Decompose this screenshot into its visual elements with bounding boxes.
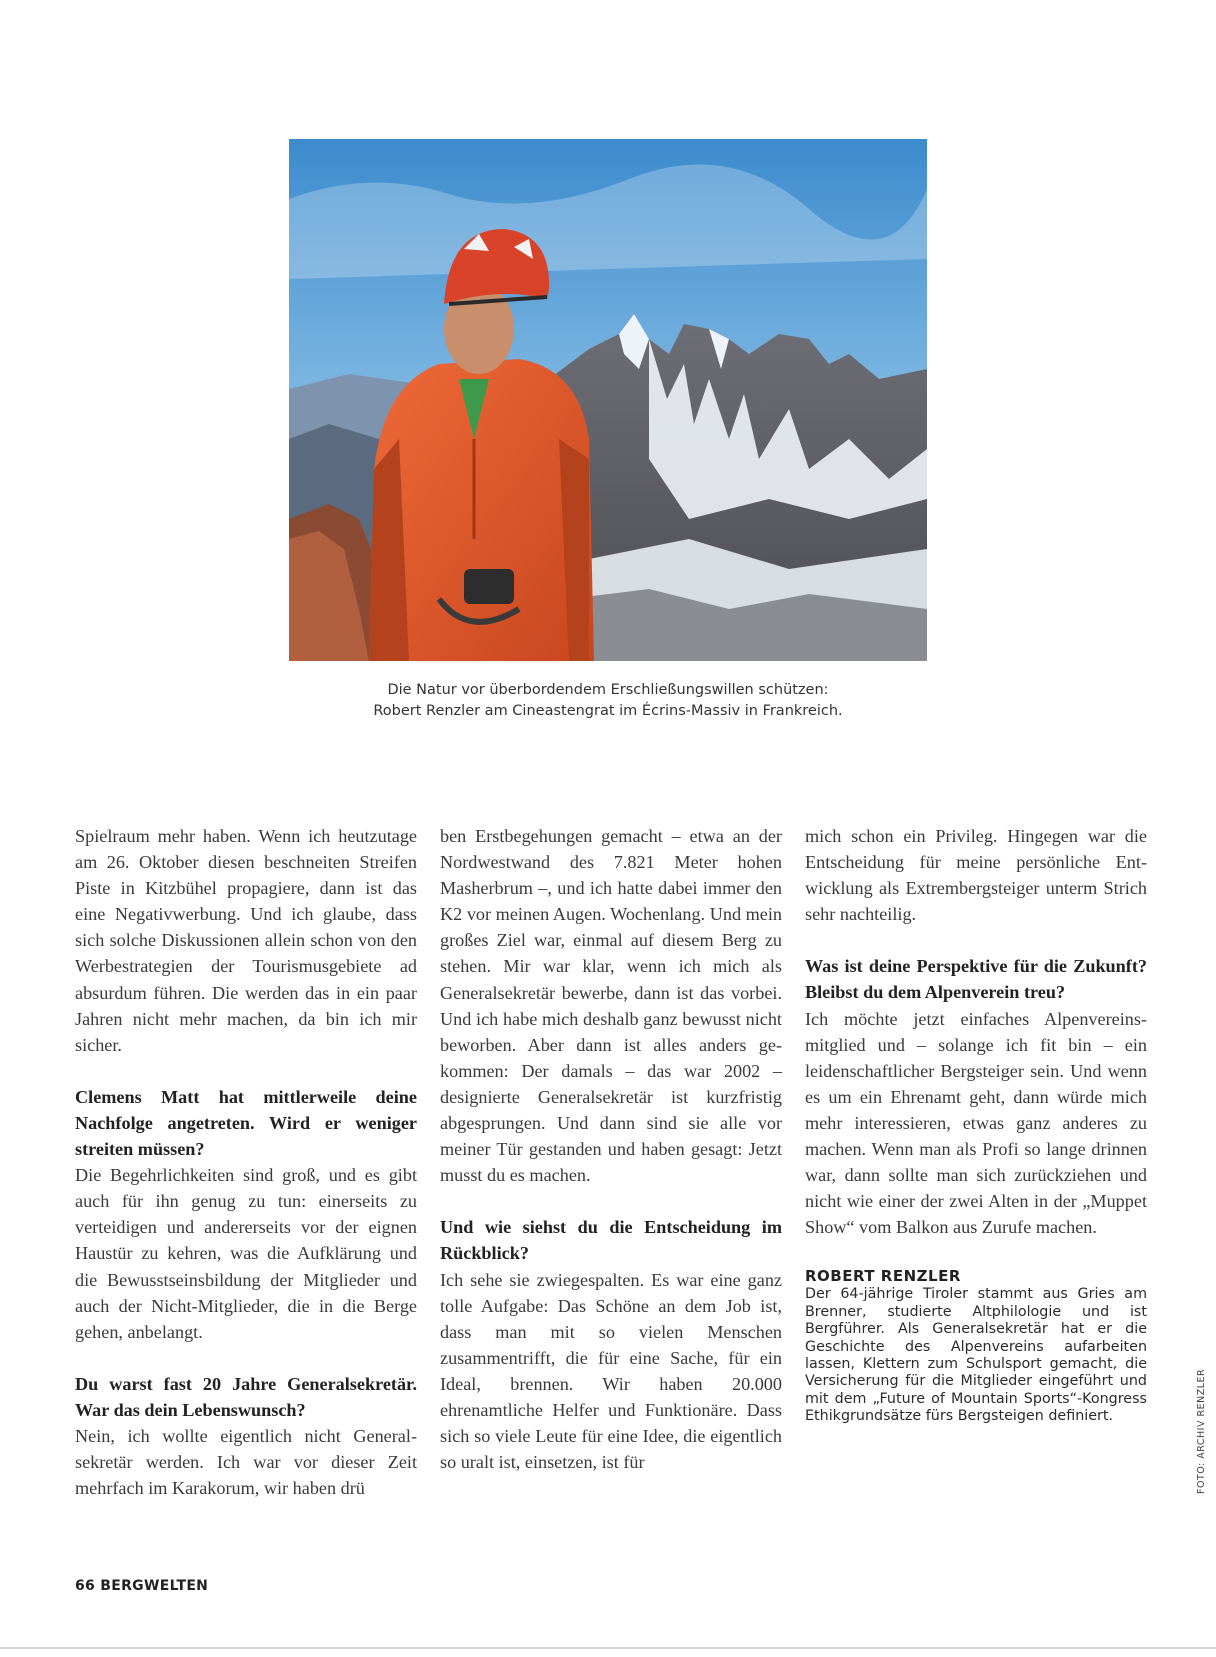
interview-question: Clemens Matt hat mittlerweile deine Nachfolge angetreten. Wird er weniger streiten müssen? [75,1086,417,1160]
photo-caption [289,680,927,722]
page-edge-divider [0,1647,1216,1649]
body-paragraph: Nein, ich wollte eigentlich nicht Generalsekretär werden. Ich war vor dieser Zeit mehrfach im Karakorum, wir haben drü [75,1425,417,1499]
article-column-2 [440,823,782,1475]
interview-question: Du warst fast 20 Jahre Generalsekretär. War das dein Lebenswunsch? [75,1373,417,1420]
bio-heading: ROBERT RENZLER [805,1267,961,1286]
interview-question: Und wie siehst du die Entscheidung im Rückblick? [440,1217,782,1264]
body-paragraph: Die Begehrlichkeiten sind groß, und es gibt auch für ihn genug zu tun: einerseits zu verteidigen und andererseits vor der eignen Haustür zu kehren, was die Aufklärung und die Bewusstseinsbildung der Mitglieder und auch der Nicht-Mitglieder, die in die Berge gehen, anbelangt. [75,1165,417,1342]
interview-question: Was ist deine Perspektive für die Zukunft? Bleibst du dem Alpenverein treu? [805,956,1147,1003]
body-paragraph: Ich möchte jetzt einfaches Alpenvereinsmitglied und – solange ich fit bin – ein leidenschaftlicher Bergsteiger sein. Und wenn es um ein Ehrenamt geht, dann würde mich mehr interessieren, etwas ganz anderes zu machen. Wenn man als Profi so lange drinnen war, dann sollte man sich zurückziehen und nicht wie einer der zwei Alten in der „Muppet Show“ vom Balkon aus Zurufe machen. [805,1008,1147,1238]
photo-credit: FOTO: ARCHIV RENZLER [1196,1368,1207,1494]
body-paragraph: Ich sehe sie zwiegespalten. Es war eine ganz tolle Aufgabe: Das Schöne an dem Job ist, dass man mit so vielen Menschen zusammentrifft, die für eine Sache, für ein Ideal, brennen. Wir haben 20.000 ehrenamtliche Helfer und Funktionäre. Dass sich so viele Leute für eine Idee, die eigentlich so uralt ist, einsetzen, ist für [440,1269,782,1473]
article-photo [289,139,927,661]
caption-line-2: Robert Renzler am Cineastengrat im Écrins-Massiv in Frankreich. [373,703,843,719]
bio-text: Der 64-jährige Tiroler stammt aus Gries am Brenner, studierte Altphilologie und ist Bergführer. Als Generalsekretär hat er die Geschichte des Alpenvereins aufarbeiten lassen, Klettern zum Schulsport gemacht, die Versicherung für die Mitglieder eingeführt und mit dem „Future of Mountain Sports“-Kongress Ethikgrundsätze fürs Bergsteigen definiert. [805,1286,1147,1425]
caption-line-1: Die Natur vor überbordendem Erschließungswillen schützen: [387,682,829,698]
page-footer: 66 BERGWELTEN [75,1578,209,1594]
article-column-3 [805,823,1147,1426]
article-column-1 [75,823,417,1501]
body-paragraph: ben Erstbegehungen gemacht – etwa an der Nordwestwand des 7.821 Meter hohen Masherbrum –, und ich hatte dabei immer den K2 vor meinen Augen. Wochenlang. Und mein großes Ziel war, einmal auf diesem Berg zu stehen. Mir war klar, wenn ich mich als Generalsekretär bewerbe, dann ist das vorbei. Und ich habe mich deshalb ganz bewusst nicht beworben. Aber dann ist alles anders gekommen: Der damals – das war 2002 – designierte Generalsekretär ist kurzfristig abgesprungen. Und dann sind sie alle vor meiner Tür gestanden und haben gesagt: Jetzt musst du es machen. [440,826,782,1186]
body-paragraph: Spielraum mehr haben. Wenn ich heutzutage am 26. Oktober diesen beschneiten Streifen Piste in Kitzbühel propagiere, dann ist das eine Negativwerbung. Und ich glaube, dass sich solche Diskussionen allein schon von den Werbestrategien der Tourismusgebiete ad absurdum führen. Die werden das in ein paar Jahren nicht mehr machen, da bin ich mir sicher. [75,826,417,1055]
body-paragraph: mich schon ein Privileg. Hingegen war die Entscheidung für meine persönliche Entwicklung als Extrembergsteiger unterm Strich sehr nachteilig. [805,826,1147,925]
climber-portrait-image [289,139,927,661]
